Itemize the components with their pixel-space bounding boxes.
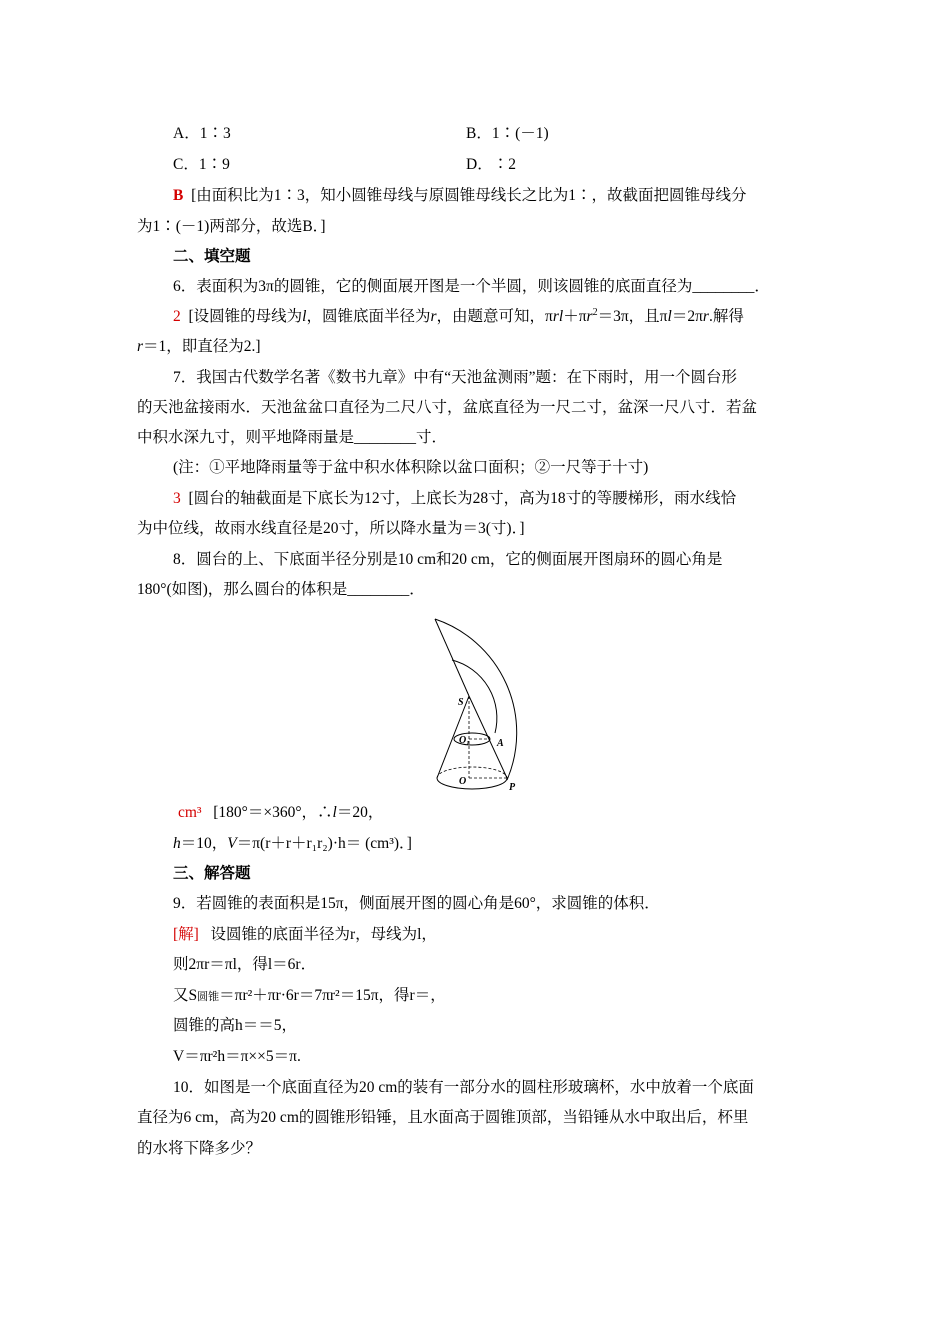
q8-exp-1b: ＝20， (336, 804, 384, 821)
q8-question-line-2: 180°(如图)，那么圆台的体积是________． (137, 581, 425, 598)
q9-solution-tag: [解] (173, 926, 199, 943)
q7-answer: 3 (173, 490, 181, 507)
q6-exp-f: ＝2π (671, 308, 703, 325)
q5-option-a: A．1∶3 (173, 125, 231, 142)
q8-exp-1: [180°＝×360°，∴ (213, 804, 333, 821)
label-O: O (459, 776, 467, 787)
q5-option-b: B．1∶(－1) (466, 125, 549, 142)
q6-exp-e: ＝3π，且π (597, 308, 668, 325)
q8-answer: cm³ (178, 804, 202, 821)
q6-answer: 2 (173, 308, 181, 325)
q9-solution-line-1 (173, 925, 437, 945)
q10-question-line-1: 10．如图是一个底面直径为20 cm的装有一部分水的圆柱形玻璃杯，水中放着一个底面 (173, 1079, 754, 1096)
q8-question-line-1: 8．圆台的上、下底面半径分别是10 cm和20 cm，它的侧面展开图扇环的圆心角是 (173, 551, 723, 568)
q6-exp2-rest: ＝1，即直径为2.] (143, 338, 261, 355)
q8-explanation-line-1: cm³ [180°＝×360°，∴l＝20， (178, 804, 384, 821)
q6-exp-d: ＋π (563, 308, 587, 325)
label-P: P (509, 782, 516, 793)
q8-explanation-line-2: h＝10，V＝π(r＋r＋r₁r₂)·h＝ (cm³)．] (173, 835, 412, 852)
q7-explanation-line-2: 为中位线，故雨水线直径是20寸，所以降水量为＝3(寸)．] (137, 520, 525, 537)
q9-sol-1: 设圆锥的底面半径为r，母线为l， (210, 926, 437, 943)
section-fill-in-title: 二、填空题 (173, 248, 251, 265)
q7-question-line-2: 的天池盆接雨水．天池盆盆口直径为二尺八寸，盆底直径为一尺二寸，盆深一尺八寸．若盆 (137, 399, 758, 416)
cone-right-edge (469, 696, 507, 778)
q10-question-line-2: 直径为6 cm，高为20 cm的圆锥形铅锤，且水面高于圆锥顶部，当铅锤从水中取出后，杯里 (137, 1109, 749, 1126)
label-O1: O₁ (459, 735, 470, 746)
q6-explanation-line-1: 2 [设圆锥的母线为l，圆锥底面半径为r，由题意可知，$\pi rl+\pi r^2=3\pi$，且πl＝2πr.解得 (173, 306, 744, 325)
label-A: A (497, 738, 504, 749)
q8-exp-2b: ＝π(r＋r＋r₁r₂)·h＝ (cm³)．] (236, 835, 412, 852)
q6-exp-c: ，由题意可知，π (436, 308, 553, 325)
q8-exp-2: ＝10， (180, 835, 228, 852)
q7-explanation-line-1 (173, 489, 736, 509)
q9-sol-3b: ＝πr²＋πr·6r＝7πr²＝15π，得r＝， (219, 987, 446, 1004)
lower-base-front (437, 778, 507, 789)
q6-exp-b: ，圆锥底面半径为 (306, 308, 431, 325)
outer-arc (435, 619, 517, 780)
q9-sol-3a: 又S (173, 987, 198, 1004)
q9-sol-3sub: 圆锥 (197, 991, 220, 1003)
q5-option-d: D．∶2 (466, 156, 516, 173)
q6-var-l: l (302, 308, 307, 325)
q7-question-line-3: 中积水深九寸，则平地降雨量是________寸． (137, 429, 448, 446)
q7-note: (注：①平地降雨量等于盆中积水体积除以盆口面积；②一尺等于十寸) (173, 459, 649, 476)
q9-solution-line-2: 则2πr＝πl，得l＝6r． (173, 956, 317, 973)
q6-question: 6．表面积为3π的圆锥，它的侧面展开图是一个半圆，则该圆锥的底面直径为________． (173, 278, 770, 295)
q6-exp2-r: r (137, 338, 144, 355)
q5-explanation-line-2: 为1∶(－1)两部分，故选B．] (137, 218, 326, 235)
q10-question-line-3: 的水将下降多少？ (137, 1140, 262, 1157)
q7-exp-1: [圆台的轴截面是下底长为12寸，上底长为28寸，高为18寸的等腰梯形，雨水线恰 (188, 490, 737, 507)
label-S: S (458, 697, 464, 708)
q5-explanation-line-1 (173, 186, 747, 206)
q5-answer: B (173, 187, 184, 204)
q5-option-c: C．1∶9 (173, 156, 230, 173)
q9-question: 9．若圆锥的表面积是15π，侧面展开图的圆心角是60°，求圆锥的体积． (173, 895, 660, 912)
section-solve-title: 三、解答题 (173, 865, 251, 882)
q6-explanation-line-2 (137, 337, 261, 357)
lower-base-back (437, 767, 507, 778)
q6-exp-a: [设圆锥的母线为 (188, 308, 303, 325)
frustum-development-figure (425, 612, 565, 796)
q7-question-line-1: 7．我国古代数学名著《数书九章》中有“天池盆测雨”题：在下雨时，用一个圆台形 (173, 369, 738, 386)
q9-solution-line-3 (173, 986, 446, 1007)
sector-edge (435, 619, 469, 696)
q9-solution-line-5: V＝πr²h＝π××5＝π. (173, 1048, 301, 1065)
q6-var-r: r (430, 308, 437, 325)
q6-exp-g: .解得 (708, 308, 744, 325)
q5-explanation-text: [由面积比为1∶3，知小圆锥母线与原圆锥母线长之比为1∶，故截面把圆锥母线分 (191, 187, 747, 204)
q9-solution-line-4: 圆锥的高h＝＝5， (173, 1017, 298, 1034)
